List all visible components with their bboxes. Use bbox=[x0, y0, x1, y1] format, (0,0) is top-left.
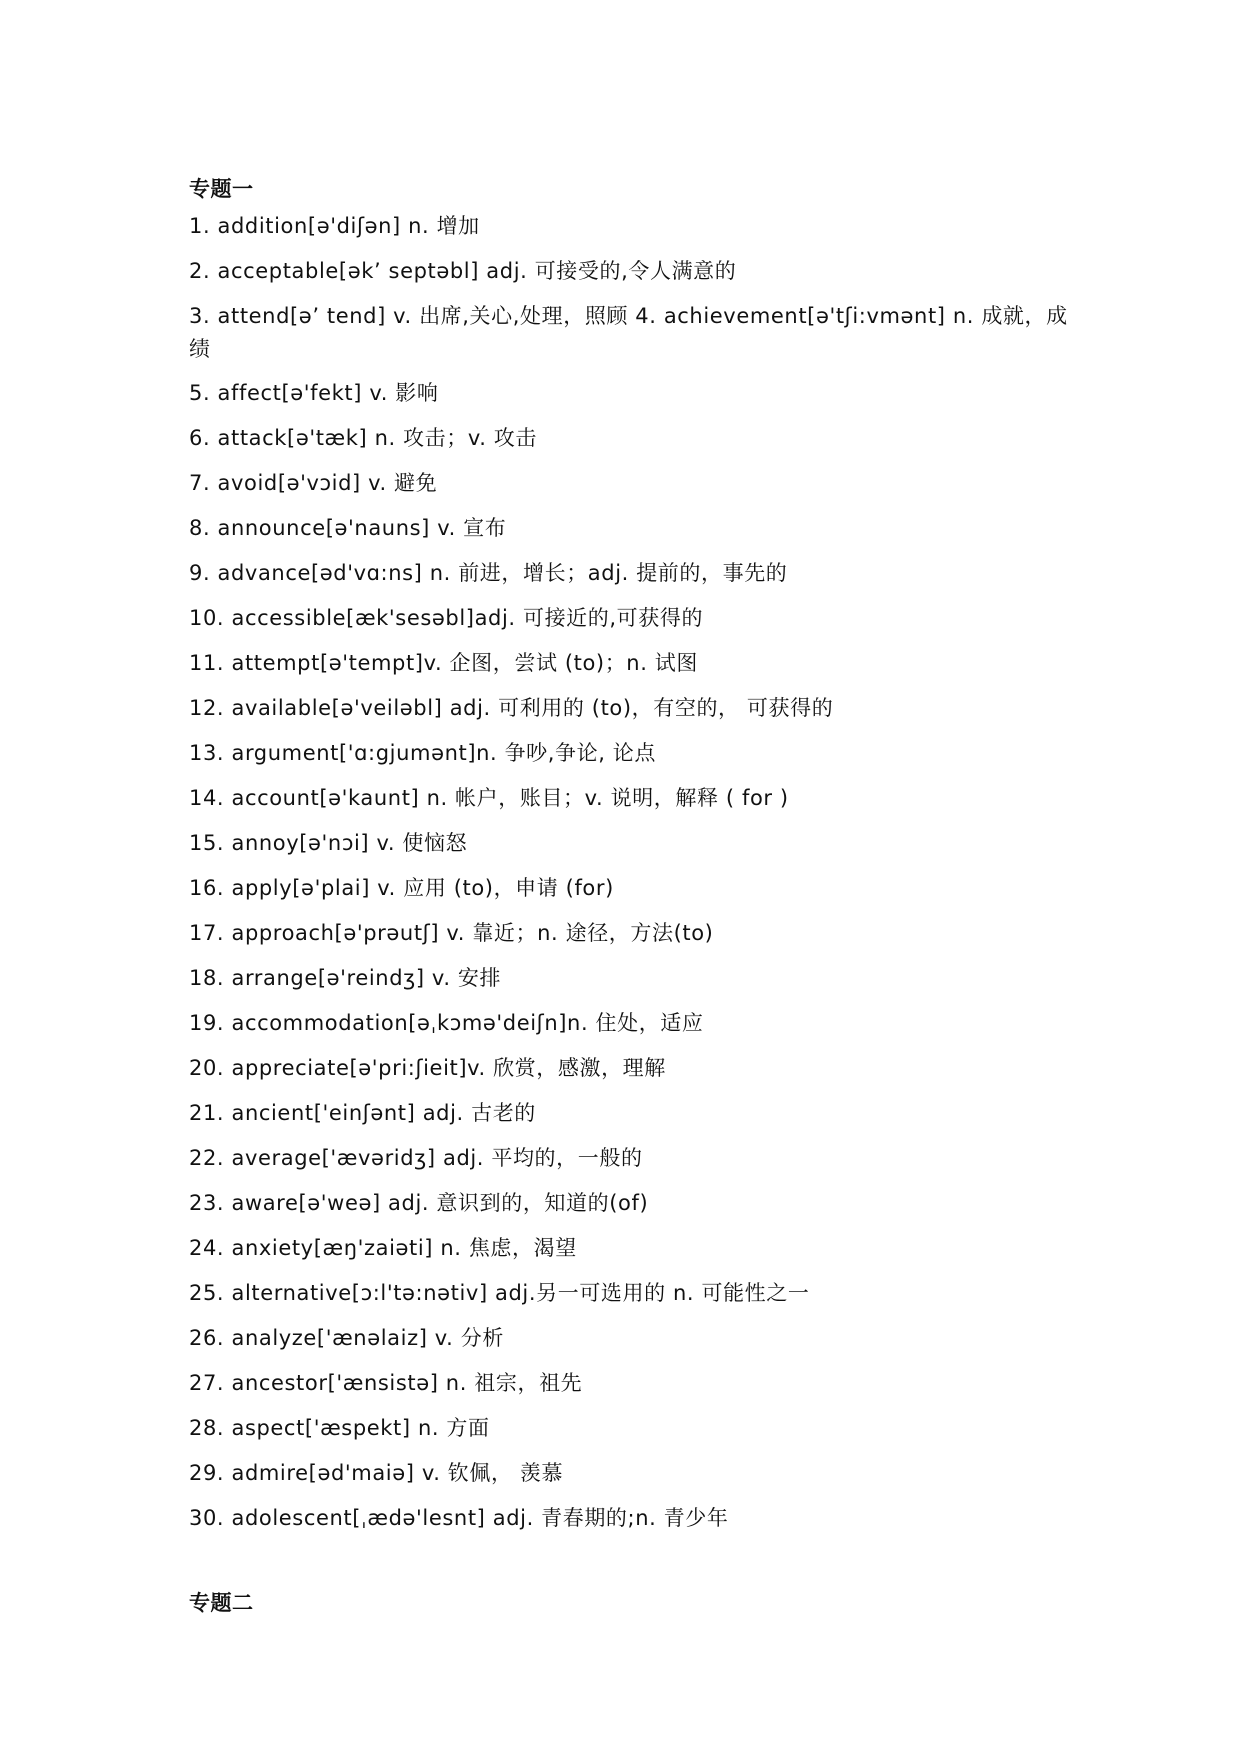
vocab-item: 19. accommodation[əˌkɔmə'deiʃn]n. 住处，适应 bbox=[189, 1011, 704, 1035]
vocab-item: 5. affect[ə'fekt] v. 影响 bbox=[189, 381, 439, 405]
vocab-item: 12. available[ə'veiləbl] adj. 可利用的 (to)，有空的， 可获得的 bbox=[189, 696, 834, 720]
document-page bbox=[189, 174, 1069, 1618]
vocab-item: 15. annoy[ə'nɔi] v. 使恼怒 bbox=[189, 831, 468, 855]
vocab-item: 9. advance[əd'vɑ:ns] n. 前进，增长；adj. 提前的，事先的 bbox=[189, 561, 788, 585]
vocab-item: 6. attack[ə'tæk] n. 攻击；v. 攻击 bbox=[189, 426, 538, 450]
section-heading-1: 专题一 bbox=[189, 177, 254, 201]
vocab-item: 26. analyze['ænəlaiz] v. 分析 bbox=[189, 1326, 504, 1350]
vocab-item: 18. arrange[ə'reindʒ] v. 安排 bbox=[189, 966, 502, 990]
vocab-item: 8. announce[ə'nauns] v. 宣布 bbox=[189, 516, 507, 540]
vocab-item: 21. ancient['einʃənt] adj. 古老的 bbox=[189, 1101, 536, 1125]
vocab-item: 16. apply[ə'plai] v. 应用 (to)，申请 (for) bbox=[189, 876, 614, 900]
vocab-item: 22. average['ævəridʒ] adj. 平均的，一般的 bbox=[189, 1146, 643, 1170]
vocab-item: 23. aware[ə'weə] adj. 意识到的，知道的(of) bbox=[189, 1191, 649, 1215]
vocab-item: 20. appreciate[ə'pri:ʃieit]v. 欣赏，感激，理解 bbox=[189, 1056, 666, 1080]
vocab-list-1 bbox=[189, 204, 1069, 1586]
vocab-item: 28. aspect['æspekt] n. 方面 bbox=[189, 1416, 490, 1440]
vocab-item: 24. anxiety[æŋ'zaiəti] n. 焦虑，渴望 bbox=[189, 1236, 577, 1260]
vocab-item: 11. attempt[ə'tempt]v. 企图，尝试 (to)；n. 试图 bbox=[189, 651, 698, 675]
vocab-item: 29. admire[əd'maiə] v. 钦佩， 羡慕 bbox=[189, 1461, 564, 1485]
vocab-item: 27. ancestor['ænsistə] n. 祖宗，祖先 bbox=[189, 1371, 583, 1395]
vocab-item: 3. attend[ə’ tend] v. 出席,关心,处理，照顾 4. achievement[ə'tʃi:vmənt] n. 成就，成绩 bbox=[189, 304, 1068, 361]
vocab-item: 25. alternative[ɔ:l'tə:nətiv] adj.另一可选用的 n. 可能性之一 bbox=[189, 1281, 810, 1305]
vocab-item: 1. addition[ə'diʃən] n. 增加 bbox=[189, 214, 480, 238]
vocab-item: 2. acceptable[ək’ septəbl] adj. 可接受的,令人满意的 bbox=[189, 259, 737, 283]
section-heading-2: 专题二 bbox=[189, 1591, 254, 1615]
vocab-item: 14. account[ə'kaunt] n. 帐户，账目；v. 说明，解释 ( for ) bbox=[189, 786, 789, 810]
vocab-item: 7. avoid[ə'vɔid] v. 避免 bbox=[189, 471, 438, 495]
vocab-item: 13. argument['ɑ:gjumənt]n. 争吵,争论, 论点 bbox=[189, 741, 657, 765]
vocab-item: 17. approach[ə'prəutʃ] v. 靠近；n. 途径，方法(to) bbox=[189, 921, 714, 945]
vocab-item bbox=[189, 1541, 1069, 1586]
vocab-item: 10. accessible[æk'sesəbl]adj. 可接近的,可获得的 bbox=[189, 606, 704, 630]
vocab-item: 30. adolescent[ˌædə'lesnt] adj. 青春期的;n. 青少年 bbox=[189, 1506, 729, 1530]
